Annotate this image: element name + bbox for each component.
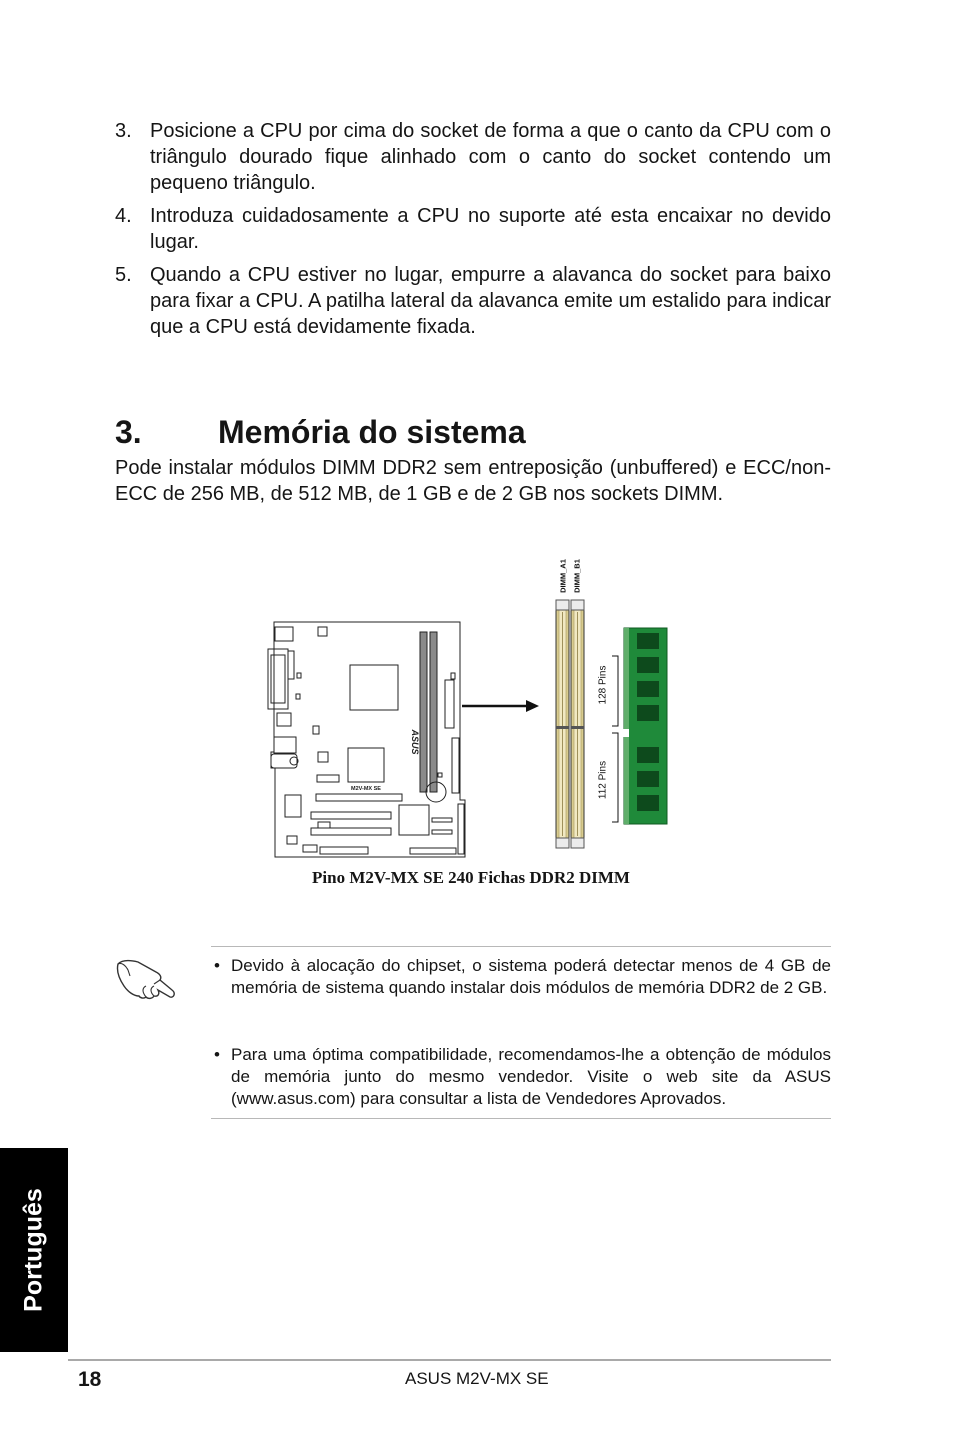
step-number: 5. [115, 264, 132, 286]
step-item [115, 118, 831, 196]
dimm-slot-b1 [571, 600, 584, 848]
footer-rule [68, 1359, 831, 1361]
slot-label-b1: DIMM_B1 [572, 559, 582, 593]
section-number: 3. [115, 414, 142, 450]
note-text: Para uma óptima compatibilidade, recomendamos-lhe a obtenção de módulos de memória junto do mesmo vendedor. Visite o web site da ASUS (www.asus.com) para consultar a lista de Vendedores Aprovados. [231, 1045, 831, 1108]
step-item [115, 203, 831, 255]
dimm-slot-a1 [556, 600, 569, 848]
asus-logo: ASUS [410, 729, 420, 755]
step-number: 3. [115, 120, 132, 142]
step-item [115, 262, 831, 340]
language-side-tab [0, 1148, 68, 1352]
bullet: • [214, 1045, 220, 1064]
board-dimm-slot [430, 632, 437, 792]
slot-label-a1: DIMM_A1 [558, 559, 568, 593]
pins-bottom-bracket [612, 733, 618, 822]
section-heading [115, 412, 831, 452]
step-text: Introduza cuidadosamente a CPU no suporte até esta encaixar no devido lugar. [150, 205, 831, 253]
figure-caption: Pino M2V-MX SE 240 Fichas DDR2 DIMM [312, 868, 630, 887]
step-text: Posicione a CPU por cima do socket de forma a que o canto da CPU com o triângulo dourado fique alinhado com o canto do socket contendo um pequeno triângulo. [150, 120, 831, 194]
note-bottom-rule [211, 1118, 831, 1119]
hand-note-icon [112, 950, 182, 1006]
section-intro: Pode instalar módulos DIMM DDR2 sem entreposição (unbuffered) e ECC/non-ECC de 256 MB, de 512 MB, de 1 GB e de 2 GB nos sockets DIMM. [115, 457, 831, 505]
footer-title: ASUS M2V-MX SE [405, 1369, 549, 1388]
board-dimm-slot [420, 632, 427, 792]
section-title: Memória do sistema [218, 414, 526, 450]
language-label: Português [19, 1188, 48, 1312]
list-item [211, 955, 831, 999]
step-number: 4. [115, 205, 132, 227]
arrow-icon [462, 700, 539, 712]
motherboard-illustration [268, 622, 465, 857]
bullet: • [214, 956, 220, 975]
list-item [211, 1044, 831, 1110]
note-text: Devido à alocação do chipset, o sistema poderá detectar menos de 4 GB de memória de sistema quando instalar dois módulos de memória DDR2 de 2 GB. [231, 956, 831, 997]
ddr2-module [622, 628, 667, 824]
note-top-rule [211, 946, 831, 947]
dimm-socket-diagram [260, 545, 690, 865]
pins-top-label: 128 Pins [597, 665, 609, 705]
pins-bottom-label: 112 Pins [597, 760, 609, 800]
step-text: Quando a CPU estiver no lugar, empurre a alavanca do socket para baixo para fixar a CPU. A patilha lateral da alavanca emite um estalido para indicar que a CPU está devidamente fixada. [150, 264, 831, 338]
board-model-label: M2V-MX SE [351, 786, 381, 792]
pins-top-bracket [612, 656, 618, 726]
page-number: 18 [78, 1368, 102, 1391]
